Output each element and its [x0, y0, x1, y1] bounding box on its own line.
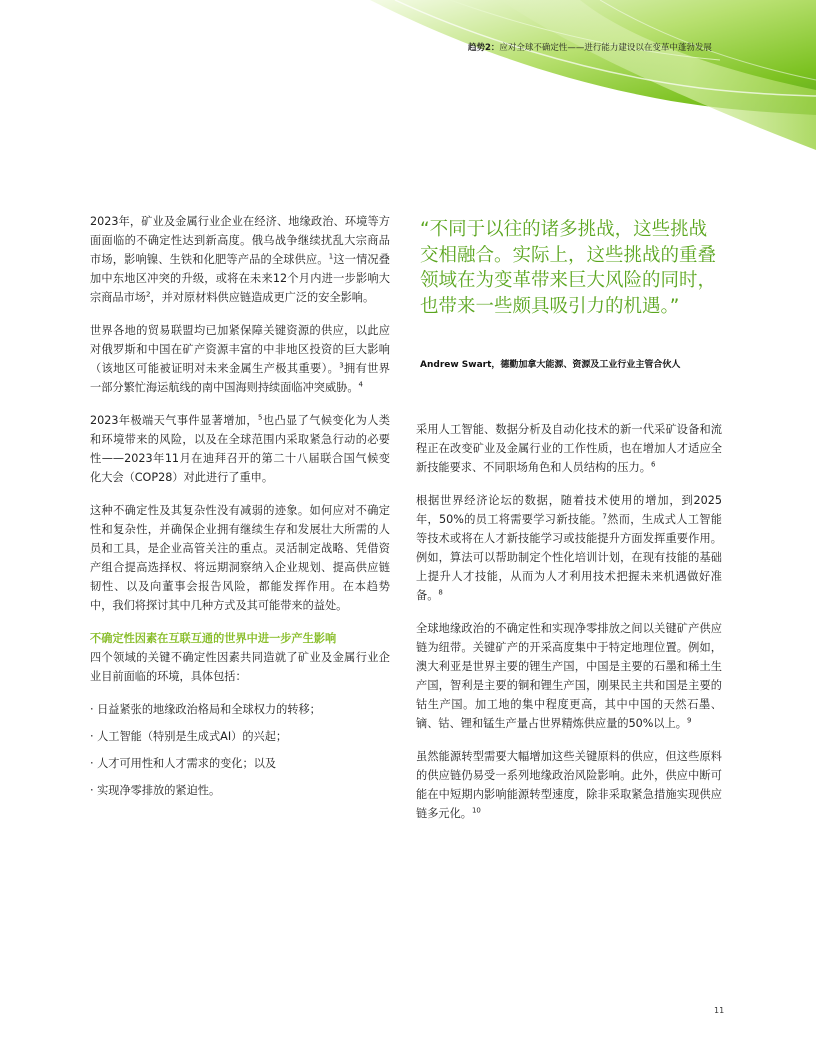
running-header: [468, 41, 712, 53]
pull-quote: “不同于以往的诸多挑战，这些挑战交相融合。实际上，这些挑战的重叠领域在为变革带来巨大风险的同时，也带来一些颇具吸引力的机遇。”: [420, 219, 717, 317]
left-paragraph-5: 四个领域的关键不确定性因素共同造就了矿业及金属行业企业目前面临的环境，具体包括：: [90, 651, 390, 683]
trend-label: 趋势2：: [468, 43, 500, 53]
right-paragraph-3: 全球地缘政治的不确定性和实现净零排放之间以关键矿产供应链为纽带。关键矿产的开采高度集中于特定地理位置。例如，澳大利亚是世界主要的锂生产国，中国是主要的石墨和稀土生产国，智利是主要的铜和锂生产国，刚果民主共和国是主要的钴生产国。加工地的集中程度更高，其中中国的天然石墨、镝、钴、锂和锰生产量占世界精炼供应量的50%以上。$^9$: [416, 622, 722, 730]
right-paragraph-4: 虽然能源转型需要大幅增加这些关键原料的供应，但这些原料的供应链仍易受一系列地缘政治风险影响。此外，供应中断可能在中短期内影响能源转型速度，除非采取紧急措施实现供应链多元化。$^{10}$: [416, 750, 722, 820]
right-paragraph-1: 采用人工智能、数据分析及自动化技术的新一代采矿设备和流程正在改变矿业及金属行业的工作性质，也在增加人才适应全新技能要求、不同职场角色和人员结构的压力。$^6$: [416, 423, 722, 474]
left-paragraph-2: 世界各地的贸易联盟均已加紧保障关键资源的供应，以此应对俄罗斯和中国在矿产资源丰富的中非地区投资的巨大影响（该地区可能被证明对未来金属生产极其重要）。$^3$拥有世界一部分繁忙海运航线的南中国海则持续面临冲突威胁。$^4$: [90, 324, 390, 394]
quote-author-role: ，德勤加拿大能源、资源及工业行业主管合伙人: [491, 360, 681, 370]
list-item: · 日益紧张的地缘政治格局和全球权力的转移；: [90, 703, 321, 716]
bullet-list: [90, 700, 390, 800]
left-paragraph-3: 2023年极端天气事件显著增加，$^5$也凸显了气候变化为人类和环境带来的风险，以及在全球范围内采取紧急行动的必要性——2023年11月在迪拜召开的第二十八届联合国气候变化大会（COP28）对此进行了重申。: [90, 413, 390, 484]
left-paragraph-4: 这种不确定性及其复杂性没有减弱的迹象。如何应对不确定性和复杂性，并确保企业拥有继续生存和发展壮大所需的人员和工具，是企业高管关注的重点。灵活制定战略、凭借资产组合提高选择权、将远期洞察纳入企业规划、提高供应链韧性、以及向董事会报告风险，都能发挥作用。在本趋势中，我们将探讨其中几种方式及其可能带来的益处。: [90, 504, 390, 612]
list-item: · 人才可用性和人才需求的变化；以及: [90, 757, 277, 770]
quote-author: Andrew Swart: [420, 360, 492, 370]
right-paragraph-2: 根据世界经济论坛的数据，随着技术使用的增加，到2025年，50%的员工将需要学习新技能。$^7$然而，生成式人工智能等技术或将在人才新技能学习或技能提升方面发挥重要作用。例如，算法可以帮助制定个性化培训计划，在现有技能的基础上提升人才技能，从而为人才利用技术把握未来机遇做好准备。$^8$: [416, 494, 722, 602]
header-green-swoosh-decoration: [0, 0, 816, 200]
list-item: · 人工智能（特别是生成式AI）的兴起；: [90, 730, 288, 743]
left-column: [90, 212, 390, 808]
right-column: [416, 420, 722, 837]
quote-attribution: [420, 357, 680, 370]
section-subheading: 不确定性因素在互联互通的世界中进一步产生影响: [90, 632, 337, 645]
page-number: 11: [714, 1006, 725, 1015]
trend-title: 应对全球不确定性——进行能力建设以在变革中蓬勃发展: [499, 43, 712, 53]
left-paragraph-1: 2023年，矿业及金属行业企业在经济、地缘政治、环境等方面面临的不确定性达到新高度。俄乌战争继续扰乱大宗商品市场，影响镍、生铁和化肥等产品的全球供应。$^1$这一情况叠加中东地区冲突的升级，或将在未来12个月内进一步影响大宗商品市场$^2$，并对原材料供应链造成更广泛的安全影响。: [90, 215, 390, 304]
list-item: · 实现净零排放的紧迫性。: [90, 784, 221, 797]
